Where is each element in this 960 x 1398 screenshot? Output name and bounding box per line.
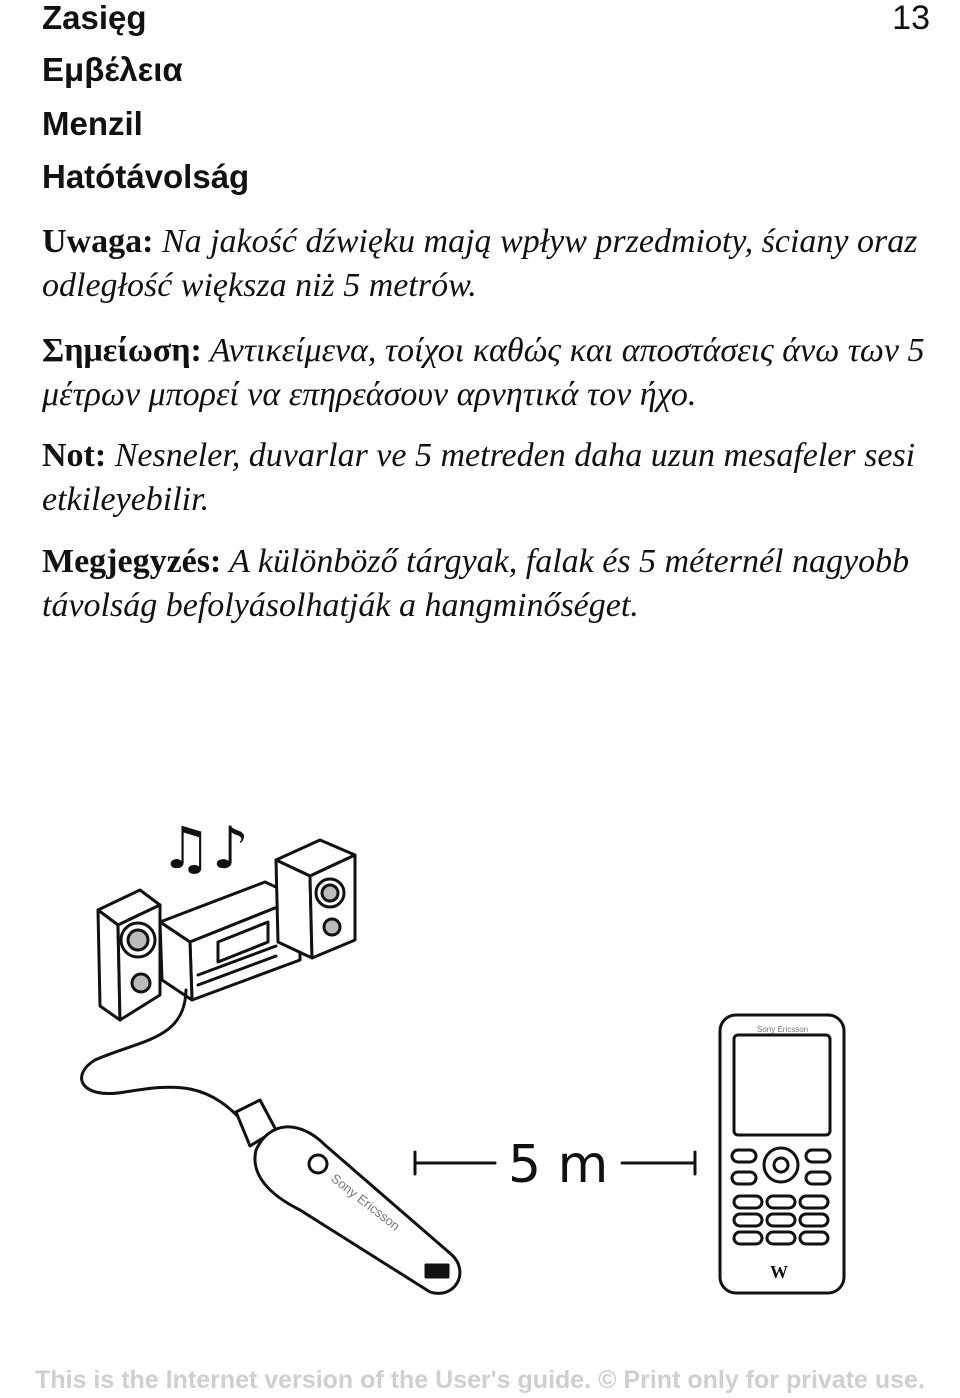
note-turkish [42,434,942,522]
heading-hungarian: Hatótávolság [42,158,250,195]
note-text: Na jakość dźwięku mają wpływ przedmioty, ściany oraz odległość większa niż 5 metrów. [42,223,918,304]
note-label: Uwaga: [42,223,154,260]
distance-label: 5 m [508,1135,609,1195]
note-text: A különböző tárgyak, falak és 5 méternél nagyobb távolság befolyásolhatják a hangminőséget. [42,543,910,624]
note-greek [42,329,942,417]
adapter-brand-label: Sony Ericsson [328,1170,403,1234]
heading-polish: Zasięg [42,0,147,36]
phone-logo-label: W [770,1262,788,1282]
note-text: Nesneler, duvarlar ve 5 metreden daha uzun mesafeler sesi etkileyebilir. [42,437,916,518]
music-notes-icon: ♫♪ [160,814,250,882]
heading-greek: Εμβέλεια [42,51,183,88]
note-text: Αντικείμενα, τοίχοι καθώς και αποστάσεις άνω των 5 μέτρων μπορεί να επηρεάσουν αρνητικά τον ήχο. [42,332,925,413]
note-hungarian [42,540,942,628]
distance-indicator [415,1135,695,1195]
note-label: Megjegyzés: [42,543,222,580]
note-polish [42,220,942,308]
note-label: Not: [42,437,107,474]
mobile-phone-icon [720,1015,844,1293]
range-illustration [0,790,960,1310]
bluetooth-adapter-icon [236,1100,460,1293]
phone-brand-label: Sony Ericsson [757,1025,809,1034]
page-number: 13 [892,0,930,37]
note-label: Σημείωση: [42,332,202,369]
footer-notice: This is the Internet version of the User's guide. © Print only for private use. [35,1366,925,1394]
heading-turkish: Menzil [42,105,143,142]
